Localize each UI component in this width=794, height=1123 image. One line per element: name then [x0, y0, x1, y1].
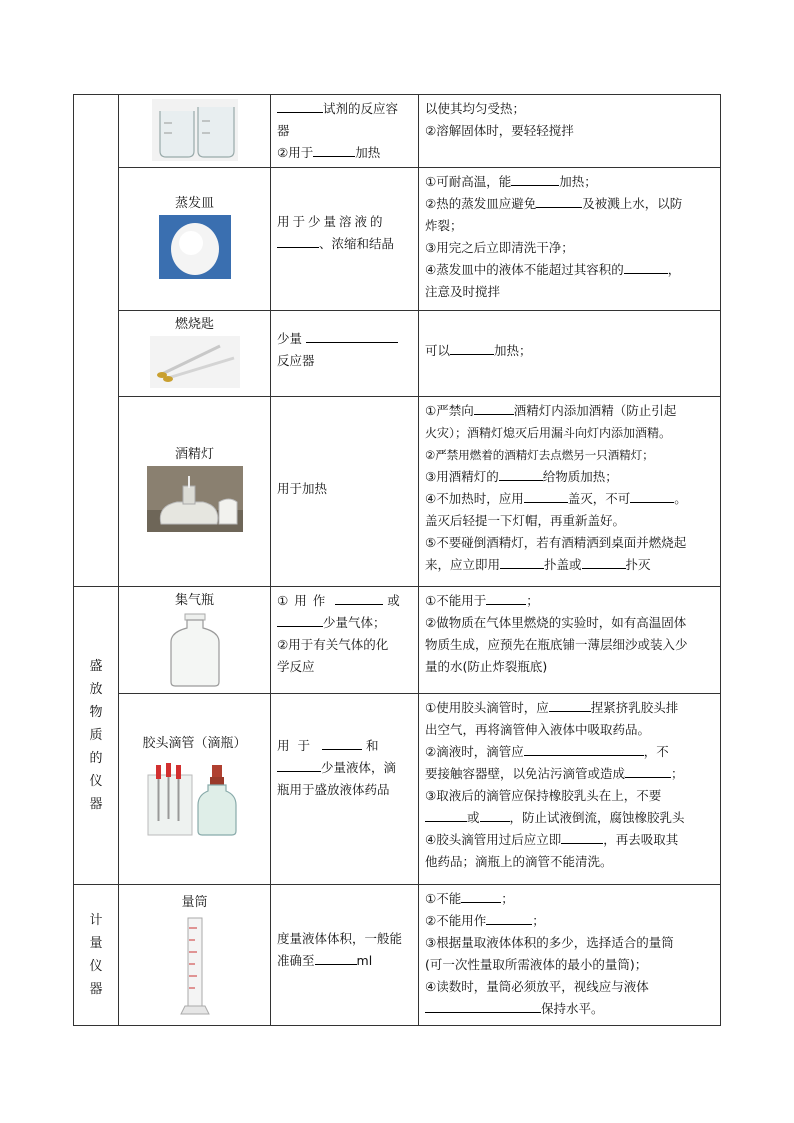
answer-blank [511, 171, 559, 186]
note-text: 及被溅上水，以防 [582, 196, 683, 211]
measuring-cylinder-image [175, 914, 215, 1018]
usage-text: 反应器 [277, 353, 315, 368]
note-text: ； [501, 891, 514, 906]
instrument-cell [119, 587, 271, 694]
note-text: ③取液后的滴管应保持橡胶乳头在上，不要 [425, 788, 662, 803]
note-text: ④不加热时，应用 [425, 491, 524, 506]
table-row [74, 168, 721, 311]
note-text: ④胶头滴管用过后应立即 [425, 832, 562, 847]
answer-blank [630, 488, 674, 503]
note-text: 给物质加热； [542, 469, 618, 484]
note-text: 物质生成，应预先在瓶底铺一薄层细沙或装入少 [425, 637, 688, 652]
note-text: 要接触容器壁，以免沾污滴管或造成 [425, 766, 626, 781]
usage-text: 少量液体，滴 [321, 760, 397, 775]
table-row [74, 311, 721, 397]
note-text: ①严禁向 [425, 403, 474, 418]
notes-cell [419, 95, 721, 168]
answer-blank [524, 741, 644, 756]
note-text: ①可耐高温，能 [425, 174, 512, 189]
table-row [74, 95, 721, 168]
note-text: ②不能用作 [425, 913, 487, 928]
table-row [74, 694, 721, 885]
note-text: ⑤不要碰倒酒精灯，若有酒精洒到桌面并燃烧起 [425, 535, 687, 550]
note-text: ③用酒精灯的 [425, 469, 499, 484]
instrument-name: 蒸发皿 [174, 196, 214, 211]
answer-blank [313, 142, 355, 157]
answer-blank [480, 807, 510, 822]
instrument-cell [119, 95, 271, 168]
note-text: ①不能用于 [425, 593, 487, 608]
answer-blank [425, 998, 541, 1013]
note-text: ①使用胶头滴管时，应 [425, 700, 549, 715]
beaker-image [152, 99, 238, 161]
note-text: ； [671, 766, 684, 781]
category-label: 计量仪器 [89, 913, 103, 997]
usage-cell [271, 587, 419, 694]
note-text: 可以 [425, 343, 451, 358]
note-text: 出空气，再将滴管伸入液体中吸取药品。 [425, 722, 651, 737]
note-text: ③根据量取液体体积的多少，选择适合的量筒 [425, 935, 674, 950]
answer-blank [486, 910, 532, 925]
notes-cell [419, 885, 721, 1026]
gas-bottle-image [165, 612, 225, 688]
note-text: ④读数时，量筒必须放平，视线应与液体 [425, 979, 649, 994]
note-text: ②做物质在气体里燃烧的实验时，如有高温固体 [425, 615, 687, 630]
instrument-name: 量筒 [181, 895, 208, 910]
note-text: 扑灭 [625, 557, 651, 572]
usage-cell [271, 95, 419, 168]
note-text: ④蒸发皿中的液体不能超过其容积的 [425, 262, 624, 277]
usage-text: 试剂的反应容 [323, 101, 399, 116]
answer-blank [277, 757, 321, 772]
notes-cell [419, 168, 721, 311]
usage-cell [271, 397, 419, 587]
usage-text: 瓶用于盛放液体药品 [277, 782, 390, 797]
usage-text: 度量液体体积，一般能 [277, 931, 403, 946]
note-text: 捏紧挤乳胶头排 [590, 700, 679, 715]
category-cell [74, 95, 119, 587]
answer-blank [277, 612, 323, 627]
usage-text: ①用作 [277, 593, 332, 608]
answer-blank [625, 763, 671, 778]
notes-cell [419, 694, 721, 885]
answer-blank [486, 590, 526, 605]
answer-blank [549, 697, 591, 712]
note-text: 炸裂； [425, 218, 463, 233]
answer-blank [499, 466, 543, 481]
answer-blank [315, 950, 357, 965]
dropper-image [146, 761, 244, 837]
usage-cell [271, 885, 419, 1026]
note-text: ②滴液时，滴管应 [425, 744, 524, 759]
answer-blank [500, 554, 544, 569]
note-text: 。 [674, 491, 687, 506]
instrument-cell [119, 397, 271, 587]
usage-text: ②用于有关气体的化 [277, 637, 389, 652]
note-text: 他药品；滴瓶上的滴管不能清洗。 [425, 854, 613, 869]
usage-text: 或 [387, 593, 400, 608]
usage-text: 和 [365, 738, 379, 753]
usage-text: 用于少量溶液的 [277, 214, 386, 229]
answer-blank [322, 735, 362, 750]
instrument-name: 燃烧匙 [174, 317, 214, 332]
note-text: 扑盖或 [544, 557, 582, 572]
answer-blank [335, 590, 383, 605]
usage-text: 器 [277, 123, 290, 138]
note-text: ， [667, 262, 681, 277]
usage-text: 准确至 [277, 953, 315, 968]
category-cell [74, 587, 119, 885]
note-text: (可一次性量取所需液体的最小的量筒)； [425, 957, 648, 972]
note-text: 加热； [559, 174, 597, 189]
instrument-cell [119, 694, 271, 885]
note-text: 酒精灯内添加酒精（防止引起 [513, 403, 677, 418]
usage-text: 少量 [277, 331, 303, 346]
note-text: 来，应立即用 [425, 557, 501, 572]
instrument-cell [119, 168, 271, 311]
note-text: ，再去吸取其 [603, 832, 679, 847]
note-text: 量的水(防止炸裂瓶底) [425, 659, 548, 674]
instrument-name: 酒精灯 [174, 447, 214, 462]
answer-blank [306, 328, 398, 343]
category-cell [74, 885, 119, 1026]
notes-cell [419, 311, 721, 397]
table-row [74, 397, 721, 587]
instrument-name: 集气瓶 [174, 593, 214, 608]
note-text: ③用完之后立即清洗干净； [425, 240, 574, 255]
usage-text: ②用于 [277, 145, 314, 160]
note-text: 以使其均匀受热； [425, 101, 526, 116]
alcohol-lamp-image [147, 466, 243, 532]
note-text: 注意及时搅拌 [425, 284, 501, 299]
note-text: 加热； [494, 343, 532, 358]
notes-cell [419, 397, 721, 587]
answer-blank [582, 554, 626, 569]
table-row [74, 885, 721, 1026]
note-text: ，不 [643, 744, 669, 759]
instrument-cell [119, 885, 271, 1026]
note-text: ，防止试液倒流，腐蚀橡胶乳头 [509, 810, 685, 825]
answer-blank [474, 400, 514, 415]
answer-blank [450, 340, 494, 355]
note-text: 或 [467, 810, 480, 825]
answer-blank [624, 259, 668, 274]
note-text: ； [532, 913, 545, 928]
usage-cell [271, 311, 419, 397]
note-text: ②热的蒸发皿应避免 [425, 196, 537, 211]
usage-text: 少量气体； [323, 615, 386, 630]
note-text: 保持水平。 [541, 1001, 604, 1016]
usage-text: 用于加热 [277, 481, 328, 496]
answer-blank [425, 807, 467, 822]
note-text: ①不能 [425, 891, 462, 906]
usage-text: 学反应 [277, 659, 315, 674]
answer-blank [277, 233, 319, 248]
usage-text: ml [356, 953, 373, 968]
note-text: 火灾）；酒精灯熄灭后用漏斗向灯内添加酒精。 [425, 426, 672, 440]
answer-blank [561, 829, 603, 844]
usage-text: 加热 [355, 145, 381, 160]
note-text: ②严禁用燃着的酒精灯去点燃另一只酒精灯； [425, 448, 654, 462]
instrument-table [73, 94, 721, 1026]
usage-cell [271, 168, 419, 311]
note-text: 盖灭，不可 [567, 491, 631, 506]
instrument-cell [119, 311, 271, 397]
category-label: 盛放物质的仪器 [89, 659, 103, 812]
note-text: ②溶解固体时，要轻轻搅拌 [425, 123, 574, 138]
answer-blank [461, 888, 501, 903]
note-text: 盖灭后轻提一下灯帽，再重新盖好。 [425, 513, 626, 528]
notes-cell [419, 587, 721, 694]
answer-blank [524, 488, 568, 503]
instrument-name: 胶头滴管（滴瓶） [142, 736, 247, 751]
usage-text: 、浓缩和结晶 [319, 236, 395, 251]
usage-cell [271, 694, 419, 885]
evaporating-dish-image [159, 215, 231, 279]
combustion-spoon-image [150, 336, 240, 388]
answer-blank [536, 193, 582, 208]
table-row [74, 587, 721, 694]
answer-blank [277, 98, 323, 113]
note-text: ； [526, 593, 539, 608]
usage-text: 用于 [277, 738, 319, 753]
